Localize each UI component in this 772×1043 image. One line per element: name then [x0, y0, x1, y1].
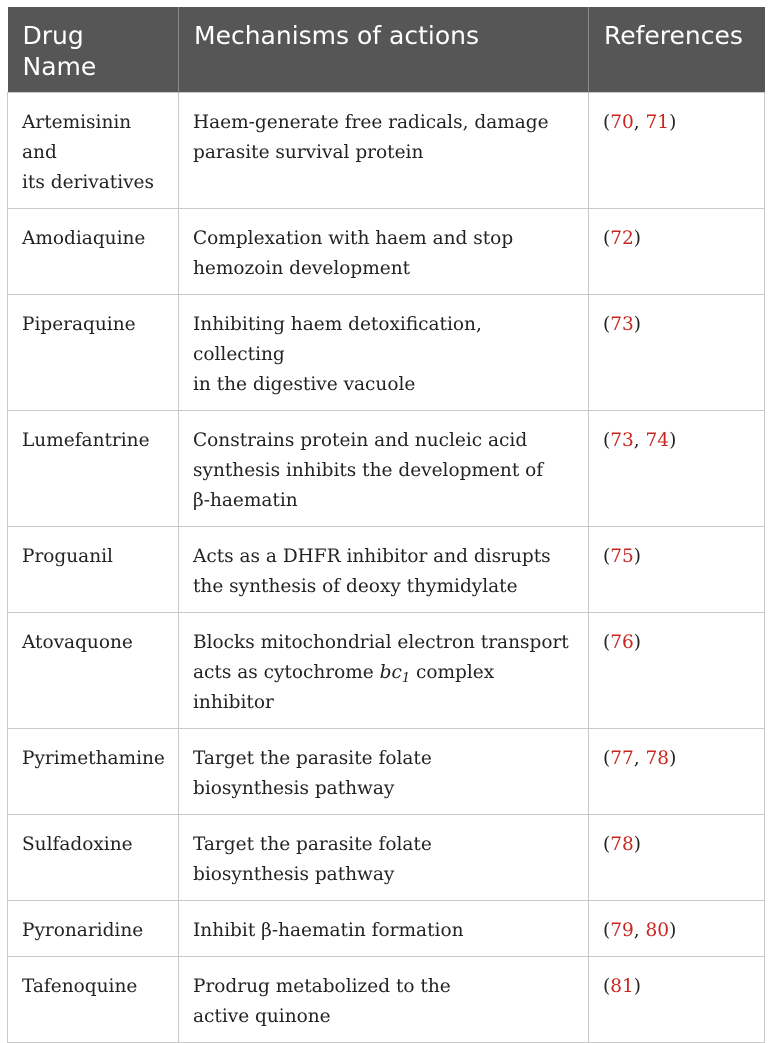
table-row: [8, 209, 765, 295]
reference-link[interactable]: 75: [610, 546, 634, 567]
reference-link[interactable]: 78: [610, 834, 634, 855]
drug-name-line: Tafenoquine: [22, 976, 138, 997]
drug-name-cell: [8, 527, 179, 613]
reference-link[interactable]: 70: [610, 112, 634, 133]
drug-name-line: Piperaquine: [22, 314, 136, 335]
references-cell: (75): [589, 527, 765, 613]
header-references: References: [589, 7, 765, 93]
mechanism-line: Inhibit β-haematin formation: [193, 920, 464, 941]
reference-link[interactable]: 80: [645, 920, 670, 941]
mechanism-cell: [179, 613, 589, 729]
mechanism-cell: [179, 209, 589, 295]
mechanism-cell: [179, 93, 589, 209]
drug-name-cell: [8, 209, 179, 295]
table-row: [8, 411, 765, 527]
drug-name-cell: [8, 93, 179, 209]
mechanism-cell: [179, 729, 589, 815]
mechanism-line: Inhibiting haem detoxification, collecting: [193, 314, 482, 365]
reference-link[interactable]: 77: [610, 748, 634, 769]
drug-name-line: its derivatives: [22, 172, 155, 193]
references-cell: (73): [589, 295, 765, 411]
drug-name-cell: [8, 957, 179, 1043]
mechanism-line: parasite survival protein: [193, 142, 424, 163]
mechanism-cell: [179, 527, 589, 613]
mechanism-line: Target the parasite folate: [193, 748, 432, 769]
mechanism-line: Haem-generate free radicals, damage: [193, 112, 549, 133]
references-cell: (73, 74): [589, 411, 765, 527]
drug-name-cell: [8, 411, 179, 527]
mechanism-line: active quinone: [193, 1006, 331, 1027]
references-cell: (72): [589, 209, 765, 295]
table-row: [8, 613, 765, 729]
reference-link[interactable]: 73: [610, 314, 634, 335]
table-row: [8, 527, 765, 613]
mechanism-line: β-haematin: [193, 490, 298, 511]
drug-mechanism-table: [7, 7, 765, 1043]
mechanism-line: Constrains protein and nucleic acid: [193, 430, 528, 451]
table-row: [8, 815, 765, 901]
table-body: [8, 93, 765, 1043]
table-row: [8, 295, 765, 411]
mechanism-cell: [179, 411, 589, 527]
drug-name-line: Proguanil: [22, 546, 113, 567]
mechanism-line: Target the parasite folate: [193, 834, 432, 855]
references-cell: (81): [589, 957, 765, 1043]
references-cell: (77, 78): [589, 729, 765, 815]
references-cell: (76): [589, 613, 765, 729]
mechanism-cell: [179, 901, 589, 957]
reference-link[interactable]: 72: [610, 228, 634, 249]
references-cell: (78): [589, 815, 765, 901]
reference-link[interactable]: 81: [610, 976, 634, 997]
drug-name-line: Amodiaquine: [22, 228, 146, 249]
header-mechanism: Mechanisms of actions: [179, 7, 589, 93]
drug-table-container: [7, 7, 764, 1043]
mechanism-line: Acts as a DHFR inhibitor and disrupts: [193, 546, 551, 567]
drug-name-line: Atovaquone: [22, 632, 133, 653]
table-row: [8, 93, 765, 209]
mechanism-line: Prodrug metabolized to the: [193, 976, 451, 997]
mechanism-cell: [179, 295, 589, 411]
drug-name-cell: [8, 613, 179, 729]
table-header-row: [8, 7, 765, 93]
mechanism-line: biosynthesis pathway: [193, 778, 395, 799]
drug-name-line: and: [22, 142, 57, 163]
mechanism-line: hemozoin development: [193, 258, 411, 279]
drug-name-cell: [8, 815, 179, 901]
header-drug-name: [8, 7, 179, 93]
drug-name-line: Lumefantrine: [22, 430, 150, 451]
table-row: [8, 957, 765, 1043]
mechanism-line: the synthesis of deoxy thymidylate: [193, 576, 518, 597]
mechanism-cell: [179, 957, 589, 1043]
drug-name-line: Pyrimethamine: [22, 748, 165, 769]
reference-link[interactable]: 71: [645, 112, 670, 133]
mechanism-line: in the digestive vacuole: [193, 374, 416, 395]
drug-name-cell: [8, 901, 179, 957]
mechanism-line: acts as cytochrome $bc_1$ complex inhibitor: [193, 662, 495, 713]
reference-link[interactable]: 73: [610, 430, 634, 451]
drug-name-line: Sulfadoxine: [22, 834, 133, 855]
table-row: [8, 729, 765, 815]
drug-name-cell: [8, 729, 179, 815]
drug-name-line: Pyronaridine: [22, 920, 144, 941]
reference-link[interactable]: 76: [610, 632, 634, 653]
header-drug-name-line-1: Drug: [22, 21, 84, 50]
mechanism-line: biosynthesis pathway: [193, 864, 395, 885]
reference-link[interactable]: 78: [645, 748, 670, 769]
references-cell: (79, 80): [589, 901, 765, 957]
reference-link[interactable]: 79: [610, 920, 634, 941]
table-row: [8, 901, 765, 957]
reference-link[interactable]: 74: [645, 430, 670, 451]
references-cell: (70, 71): [589, 93, 765, 209]
mechanism-line: Complexation with haem and stop: [193, 228, 514, 249]
mechanism-cell: [179, 815, 589, 901]
header-drug-name-line-2: Name: [22, 52, 97, 81]
drug-name-cell: [8, 295, 179, 411]
drug-name-line: Artemisinin: [22, 112, 132, 133]
mechanism-line: Blocks mitochondrial electron transport: [193, 632, 569, 653]
mechanism-line: synthesis inhibits the development of: [193, 460, 544, 481]
